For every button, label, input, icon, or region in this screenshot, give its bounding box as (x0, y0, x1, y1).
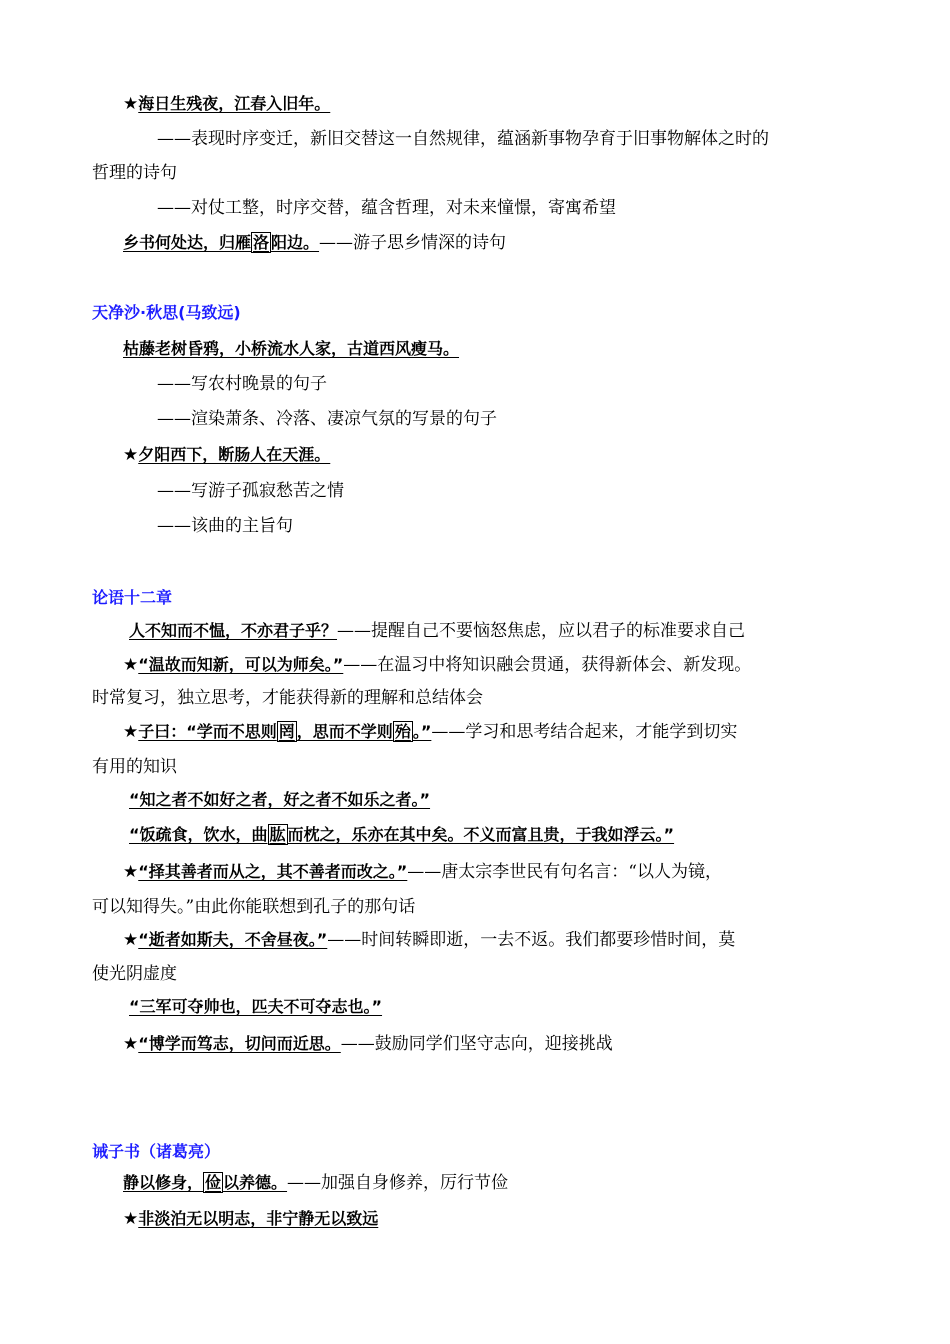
quote-part: 阳边。 (271, 233, 320, 252)
explanation: ——学习和思考结合起来，才能学到切实 (431, 722, 738, 742)
boxed-char: 罔 (278, 722, 295, 741)
explanation: ——提醒自己不要恼怒焦虑，应以君子的标准要求自己 (337, 621, 746, 641)
quote: “知之者不如好之者，好之者不如乐之者。” (129, 790, 431, 809)
star-icon: ★ (123, 94, 139, 114)
quote-line (129, 789, 430, 811)
quote-part: 而枕之，乐亦在其中矣。不义而富且贵，于我如浮云。” (287, 825, 675, 844)
boxed-char: 洛 (253, 233, 270, 252)
explanation-line: 使光阴虚度 (92, 964, 177, 984)
star-icon: ★ (123, 1034, 139, 1054)
quote: “温故而知新，可以为师矣。” (138, 655, 344, 674)
section-title: 天净沙·秋思(马致远) (92, 303, 241, 322)
quote: 夕阳西下，断肠人在天涯。 (138, 445, 331, 464)
quote (123, 232, 319, 253)
explanation-line: 有用的知识 (92, 757, 177, 777)
quote: “三军可夺帅也，匹夫不可夺志也。” (129, 997, 383, 1016)
quote-line (123, 1208, 378, 1230)
explanation-line: 时常复习，独立思考，才能获得新的理解和总结体会 (92, 688, 483, 708)
quote-part: 静以修身， (123, 1173, 204, 1192)
quote (123, 1172, 287, 1193)
quote-line (123, 1172, 508, 1194)
quote: 海日生残夜，江春入旧年。 (138, 94, 331, 113)
quote (129, 824, 674, 845)
quote: 非淡泊无以明志，非宁静无以致远 (138, 1209, 379, 1228)
explanation-line: 哲理的诗句 (92, 163, 177, 183)
explanation-line: ——对仗工整，时序交替，蕴含哲理，对未来憧憬，寄寓希望 (157, 198, 616, 218)
quote-part: 。” (412, 722, 432, 741)
explanation-line: ——表现时序变迁，新旧交替这一自然规律，蕴涵新事物孕育于旧事物解体之时的 (157, 129, 769, 149)
explanation-line: ——写农村晚景的句子 (157, 374, 327, 394)
quote-part: “饭疏食，饮水，曲 (129, 825, 268, 844)
quote-line (123, 1033, 613, 1055)
quote-line (123, 93, 330, 115)
quote: “逝者如斯夫，不舍昼夜。” (138, 930, 328, 949)
quote-part: 以养德。 (223, 1173, 288, 1192)
star-icon: ★ (123, 862, 139, 882)
section-title: 诫子书（诸葛亮） (92, 1142, 221, 1161)
boxed-char: 俭 (205, 1173, 222, 1192)
explanation: ——时间转瞬即逝，一去不返。我们都要珍惜时间，莫 (327, 930, 736, 950)
quote-line (123, 929, 735, 951)
quote-line (123, 861, 722, 883)
section-title: 论语十二章 (92, 588, 173, 607)
star-icon: ★ (123, 655, 139, 675)
explanation-line: ——该曲的主旨句 (157, 516, 293, 536)
quote: 枯藤老树昏鸦，小桥流水人家，古道西风瘦马。 (123, 339, 460, 358)
quote-line (129, 620, 745, 642)
explanation: ——游子思乡情深的诗句 (319, 233, 507, 253)
explanation-line: 可以知得失。”由此你能联想到孔子的那句话 (92, 897, 416, 917)
explanation-line: ——写游子孤寂愁苦之情 (157, 481, 344, 501)
star-icon: ★ (123, 930, 139, 950)
quote-line (123, 338, 459, 360)
boxed-char: 肱 (269, 825, 286, 844)
explanation: ——在温习中将知识融会贯通，获得新体会、新发现。 (343, 655, 752, 675)
quote-line (129, 824, 674, 846)
quote-part: 子曰：“学而不思则 (138, 722, 277, 741)
quote: “博学而笃志，切问而近思。 (138, 1034, 341, 1053)
quote-part: 乡书何处达，归雁 (123, 233, 252, 252)
explanation: ——加强自身修养，厉行节俭 (287, 1173, 509, 1193)
quote (138, 721, 431, 742)
quote: “择其善者而从之，其不善者而改之。” (138, 862, 408, 881)
explanation-line: ——渲染萧条、冷落、凄凉气氛的写景的句子 (157, 409, 497, 429)
star-icon: ★ (123, 1209, 139, 1229)
star-icon: ★ (123, 722, 139, 742)
quote-line (129, 996, 382, 1018)
quote-line (123, 721, 737, 743)
explanation: ——鼓励同学们坚守志向，迎接挑战 (340, 1034, 613, 1054)
quote-line (123, 654, 751, 676)
explanation: ——唐太宗李世民有句名言：“以人为镜， (407, 862, 722, 882)
quote-part: ，思而不学则 (296, 722, 393, 741)
boxed-char: 殆 (394, 722, 411, 741)
quote: 人不知而不愠，不亦君子乎？ (129, 621, 338, 640)
star-icon: ★ (123, 445, 139, 465)
quote-line (123, 444, 330, 466)
quote-line (123, 232, 506, 254)
